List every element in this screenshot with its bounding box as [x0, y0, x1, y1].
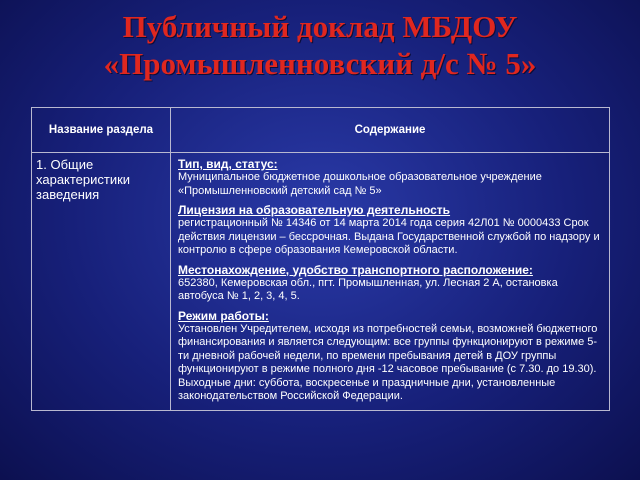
section-name-cell: 1. Общие характеристики заведения	[32, 153, 171, 411]
type-text: Муниципальное бюджетное дошкольное образовательное учреждение «Промышленновский детский сад № 5»	[178, 171, 542, 197]
table-row	[32, 153, 610, 411]
content-table	[31, 107, 610, 411]
license-text: регистрационный № 14346 от 14 марта 2014 года серия 42Л01 № 0000433 Срок действия лицензии – бессрочная. Выдана Государственной службой по надзору и контролю в сфере образования Кемеровской области.	[178, 217, 600, 256]
header-row	[32, 108, 610, 153]
header-content: Содержание	[171, 108, 610, 153]
location-text: 652380, Кемеровская обл., пгт. Промышленная, ул. Лесная 2 А, остановка автобуса № 1, 2, 3, 4, 5.	[178, 276, 558, 302]
header-section-name: Название раздела	[32, 108, 171, 153]
slide-title	[0, 8, 640, 82]
license-heading: Лицензия на образовательную деятельность	[178, 203, 451, 217]
type-heading: Тип, вид, статус:	[178, 157, 278, 171]
content-cell	[171, 153, 610, 411]
schedule-text: Установлен Учредителем, исходя из потребностей семьи, возможней бюджетного финансирования и является следующим: все группы функционируют в режиме 5-ти дневной рабочей недели, по времени пребывания детей в ДОУ группы функционируют в режиме полного дня -12 часовое пребывание (с 7.30. до 19.30). Выходные дни: суббота, воскресенье и праздничные дни, установленные законодательством Российской Федерации.	[178, 322, 598, 402]
title-line-1: Публичный доклад МБДОУ	[122, 9, 518, 44]
title-line-2: «Промышленновский д/с № 5»	[103, 46, 537, 81]
location-heading: Местонахождение, удобство транспортного расположение:	[178, 262, 533, 277]
schedule-heading: Режим работы:	[178, 308, 269, 323]
